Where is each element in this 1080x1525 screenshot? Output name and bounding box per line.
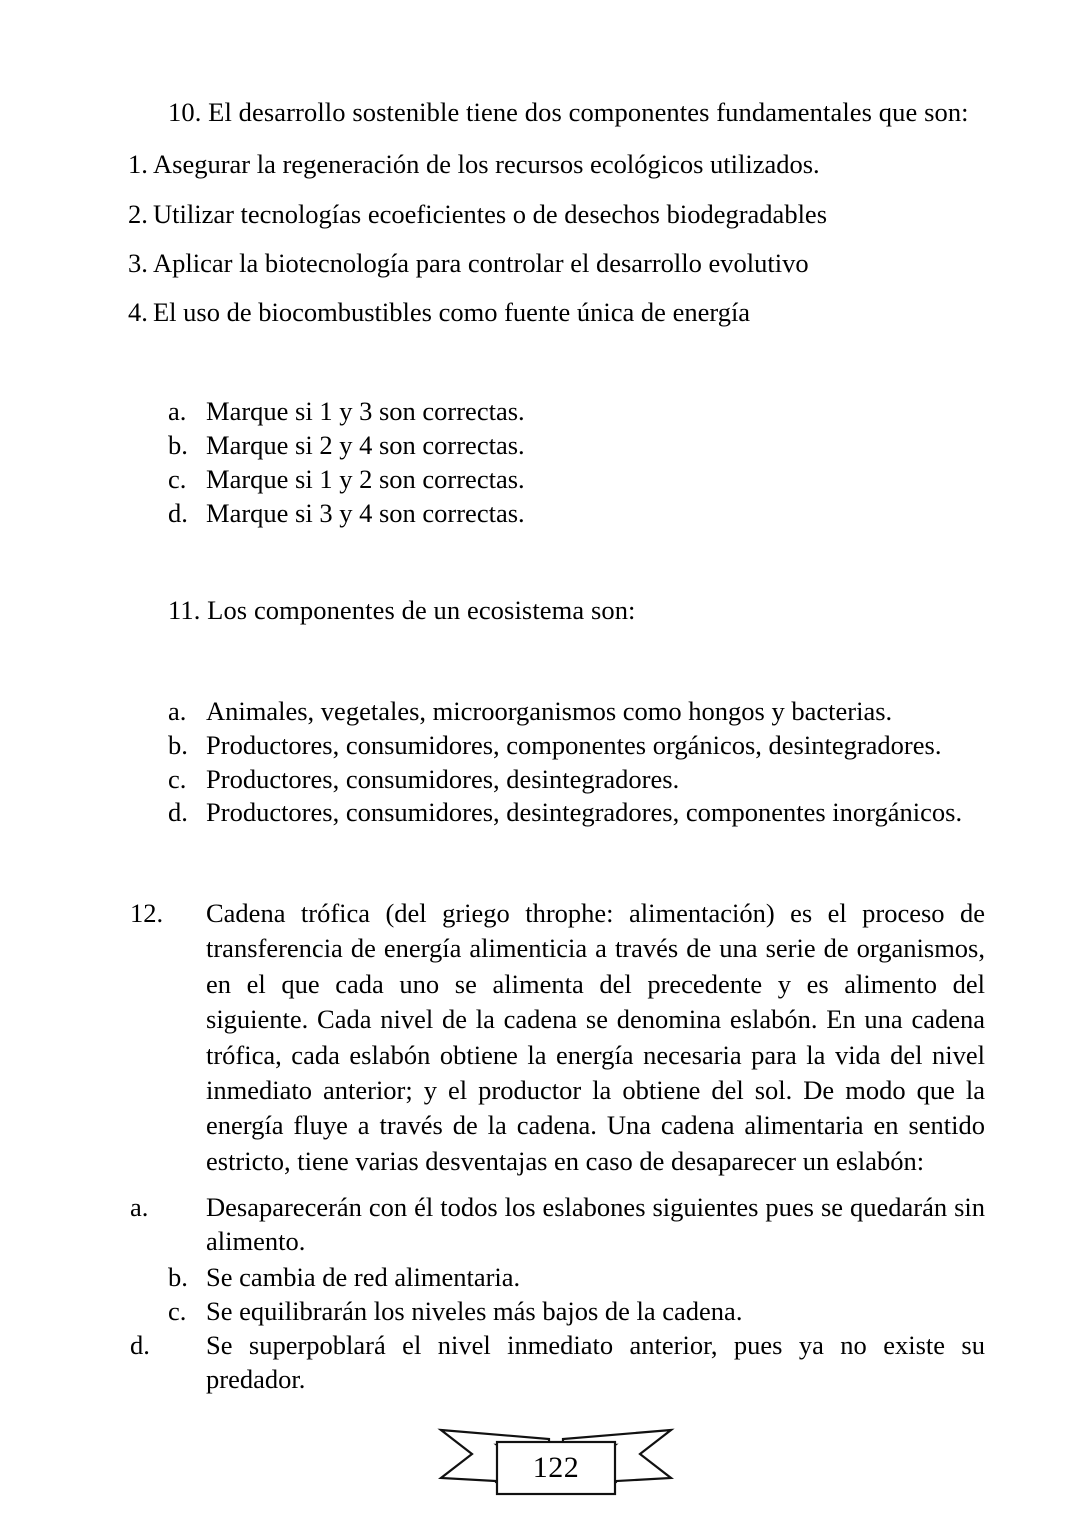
statement-text: Aplicar la biotecnología para controlar el desarrollo evolutivo: [153, 248, 809, 278]
question-10-statement-1: [128, 148, 1020, 181]
option-marker: b.: [168, 430, 188, 460]
question-11-option-b[interactable]: [168, 728, 941, 762]
option-marker: a.: [168, 396, 187, 426]
option-marker: d.: [168, 498, 188, 528]
option-text: Animales, vegetales, microorganismos como hongos y bacterias.: [206, 696, 893, 726]
question-10-option-a[interactable]: [168, 394, 525, 428]
question-12-option-c[interactable]: [168, 1294, 742, 1328]
option-text: Se equilibrarán los niveles más bajos de la cadena.: [206, 1296, 743, 1326]
question-10-option-c[interactable]: [168, 462, 525, 496]
question-12-paragraph: [130, 896, 985, 1179]
statement-marker: 2.: [128, 199, 148, 229]
option-marker: d.: [130, 1330, 150, 1360]
statement-marker: 3.: [128, 248, 148, 278]
question-10-option-b[interactable]: [168, 428, 525, 462]
option-marker: c.: [168, 464, 187, 494]
page-number-ribbon: [432, 1420, 680, 1502]
statement-text: Asegurar la regeneración de los recursos ecológicos utilizados.: [153, 149, 820, 179]
page-number: 122: [532, 1451, 580, 1484]
statement-text: Utilizar tecnologías ecoeficientes o de desechos biodegradables: [153, 199, 828, 229]
question-10-option-d[interactable]: [168, 496, 525, 530]
option-marker: a.: [130, 1192, 149, 1222]
option-marker: b.: [168, 1262, 188, 1292]
ribbon-banner-icon: [432, 1420, 680, 1502]
question-10-statement-4: [128, 296, 1020, 329]
option-text: Marque si 1 y 2 son correctas.: [206, 464, 525, 494]
option-marker: a.: [168, 696, 187, 726]
question-11-heading: [168, 594, 636, 627]
question-10-prompt: El desarrollo sostenible tiene dos componentes fundamentales que son:: [208, 97, 969, 127]
option-marker: b.: [168, 730, 188, 760]
question-10-number: 10.: [168, 97, 209, 127]
question-10-statement-3: [128, 247, 1020, 280]
question-11-prompt: Los componentes de un ecosistema son:: [207, 595, 636, 625]
question-11-option-a[interactable]: [168, 694, 892, 728]
option-text: Productores, consumidores, desintegradores.: [206, 764, 680, 794]
question-10-statement-2: [128, 198, 1020, 231]
question-11-option-c[interactable]: [168, 762, 679, 796]
option-text: Se cambia de red alimentaria.: [206, 1262, 521, 1292]
question-12-option-d[interactable]: [130, 1328, 985, 1431]
option-text: Productores, consumidores, componentes orgánicos, desintegradores.: [206, 730, 942, 760]
option-text: Desaparecerán con él todos los eslabones siguientes pues se quedarán sin alimento.: [206, 1192, 985, 1257]
question-11-option-d[interactable]: [168, 795, 962, 829]
option-text: Marque si 2 y 4 son correctas.: [206, 430, 525, 460]
option-text: Productores, consumidores, desintegradores, componentes inorgánicos.: [206, 797, 963, 827]
question-10-heading: [168, 96, 969, 129]
question-12-prompt: Cadena trófica (del griego throphe: alimentación) es el proceso de transferencia de energía alimenticia a través de una serie de organismos, en el que cada uno se alimenta del precedente y es alimento del siguiente. Cada nivel de la cadena se denomina eslabón. En una cadena trófica, cada eslabón obtiene la energía necesaria para la vida del nivel inmediato anterior; y el productor la obtiene del sol. De modo que la energía fluye a través de la cadena. Una cadena alimentaria en sentido estricto, tiene varias desventajas en caso de desaparecer un eslabón:: [206, 898, 985, 1176]
statement-marker: 1.: [128, 149, 148, 179]
option-marker: d.: [168, 797, 188, 827]
question-12-number: 12.: [130, 898, 164, 928]
option-marker: c.: [168, 764, 187, 794]
question-12-option-b[interactable]: [168, 1260, 520, 1294]
option-text: Se superpoblará el nivel inmediato anterior, pues ya no existe su predador.: [206, 1330, 985, 1395]
option-text: Marque si 1 y 3 son correctas.: [206, 396, 525, 426]
option-text: Marque si 3 y 4 son correctas.: [206, 498, 525, 528]
statement-marker: 4.: [128, 297, 148, 327]
option-marker: c.: [168, 1296, 187, 1326]
question-11-number: 11.: [168, 595, 208, 625]
statement-text: El uso de biocombustibles como fuente única de energía: [153, 297, 751, 327]
